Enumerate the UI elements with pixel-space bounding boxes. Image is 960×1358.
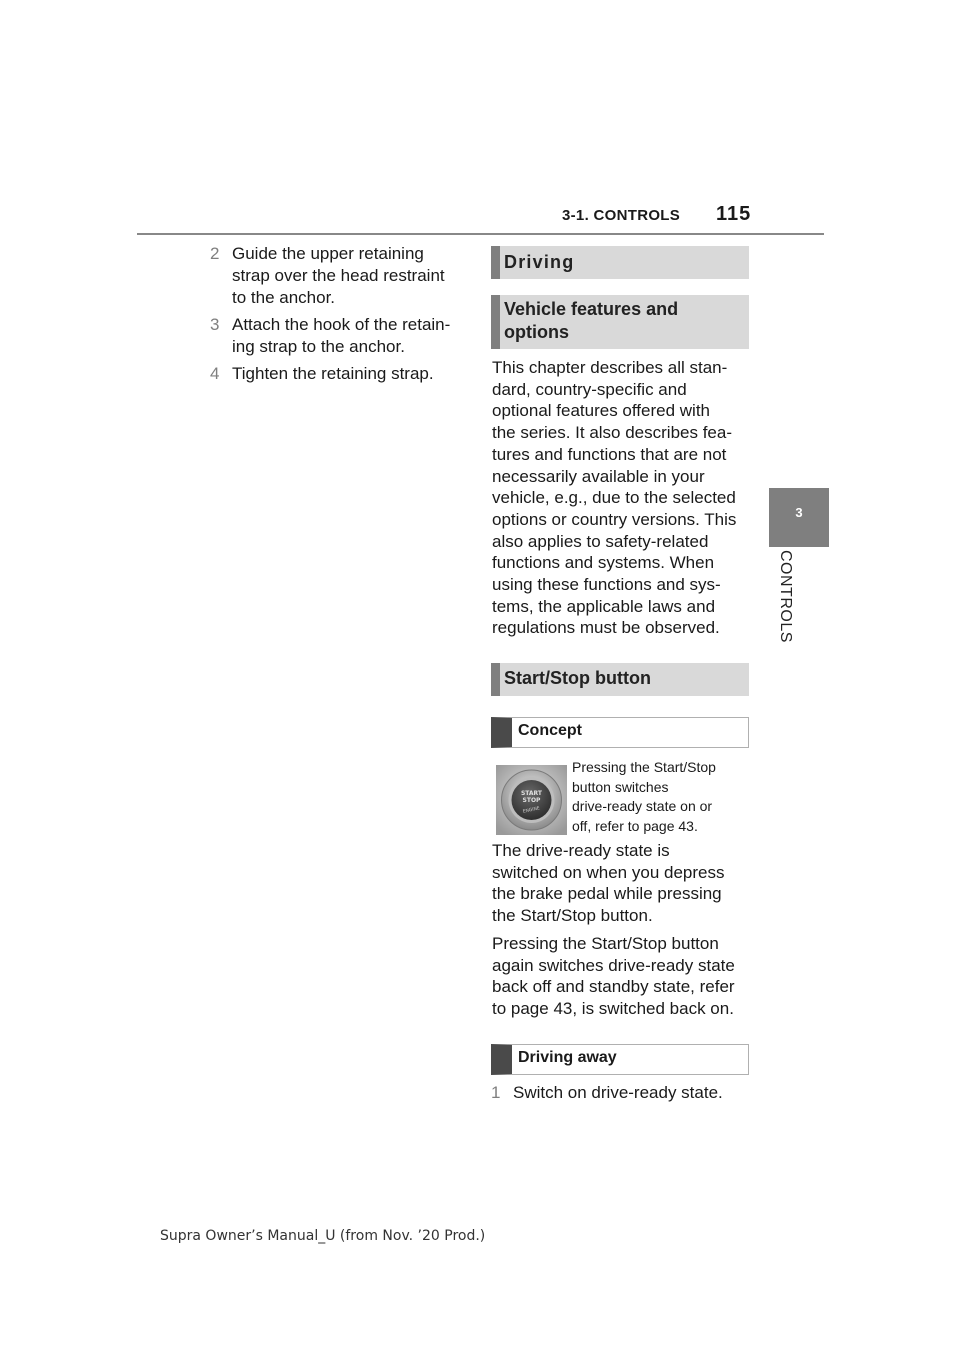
paragraph-line: also applies to safety-related (492, 531, 709, 551)
paragraph-line: functions and systems. When (492, 553, 715, 573)
step-1 (491, 1082, 751, 1104)
heading-line: Vehicle features and (504, 299, 679, 319)
chapter-tab-number: 3 (795, 505, 803, 520)
step-2 (210, 243, 470, 309)
caption-line: off, refer to page 43. (572, 817, 698, 834)
heading-line: options (504, 322, 569, 342)
paragraph-line: the series. It also describes fea- (492, 423, 733, 443)
step-number: 2 (210, 244, 220, 263)
paragraph-line: regulations must be observed. (492, 618, 720, 638)
heading-driving: Driving (491, 246, 749, 279)
drive-ready-paragraph (492, 840, 754, 927)
subheading-driving-away: Driving away (491, 1044, 749, 1075)
step-line: Attach the hook of the retain- (232, 315, 451, 334)
paragraph-line: tems, the applicable laws and (492, 596, 716, 616)
paragraph-line: to page 43, is switched back on. (492, 999, 734, 1019)
heading-start-stop-button: Start/Stop button (491, 663, 749, 696)
start-stop-button-image (496, 765, 567, 835)
paragraph-line: vehicle, e.g., due to the selected (492, 488, 736, 508)
start-stop-button-icon (496, 765, 567, 835)
step-4 (210, 363, 470, 385)
step-line: to the anchor. (232, 288, 336, 307)
heading-vehicle-features (491, 295, 749, 349)
page-number: 115 (716, 203, 752, 225)
footer-manual-title: Supra Owner’s Manual_U (from Nov. ’20 Prod.) (160, 1228, 486, 1244)
paragraph-line: using these functions and sys- (492, 575, 721, 595)
chapter-description (492, 357, 754, 639)
step-line: Switch on drive-ready state. (513, 1083, 723, 1102)
button-text-start: START (520, 790, 543, 797)
drive-off-paragraph (492, 933, 754, 1020)
step-number: 1 (491, 1083, 501, 1102)
paragraph-line: back off and standby state, refer (492, 977, 735, 997)
paragraph-line: options or country versions. This (492, 509, 737, 529)
paragraph-line: switched on when you depress (492, 862, 725, 882)
paragraph-line: This chapter describes all stan- (492, 358, 728, 377)
paragraph-line: the brake pedal while pressing (492, 884, 722, 904)
button-text-engine: ENGINE (522, 806, 541, 815)
step-line: Tighten the retaining strap. (232, 364, 434, 383)
step-3 (210, 314, 470, 358)
button-text-stop: STOP (522, 797, 541, 804)
step-number: 3 (210, 315, 220, 334)
step-line: Guide the upper retaining (232, 244, 424, 263)
paragraph-line: again switches drive-ready state (492, 955, 735, 975)
subheading-concept: Concept (491, 717, 749, 748)
step-line: strap over the head restraint (232, 266, 445, 285)
paragraph-line: necessarily available in your (492, 466, 705, 486)
header-divider (137, 233, 824, 235)
paragraph-line: tures and functions that are not (492, 444, 727, 464)
caption-line: Pressing the Start/Stop (572, 759, 716, 775)
chapter-tab-label: CONTROLS (777, 550, 794, 643)
step-number: 4 (210, 364, 220, 383)
paragraph-line: the Start/Stop button. (492, 906, 653, 926)
step-line: ing strap to the anchor. (232, 337, 405, 356)
paragraph-line: optional features offered with (492, 401, 710, 421)
caption-line: button switches (572, 778, 669, 795)
paragraph-line: Pressing the Start/Stop button (492, 934, 719, 953)
paragraph-line: The drive-ready state is (492, 841, 670, 860)
caption-line: drive-ready state on or (572, 798, 713, 814)
paragraph-line: dard, country-specific and (492, 379, 687, 399)
section-title: 3-1. CONTROLS (562, 207, 681, 224)
concept-caption (572, 758, 752, 836)
